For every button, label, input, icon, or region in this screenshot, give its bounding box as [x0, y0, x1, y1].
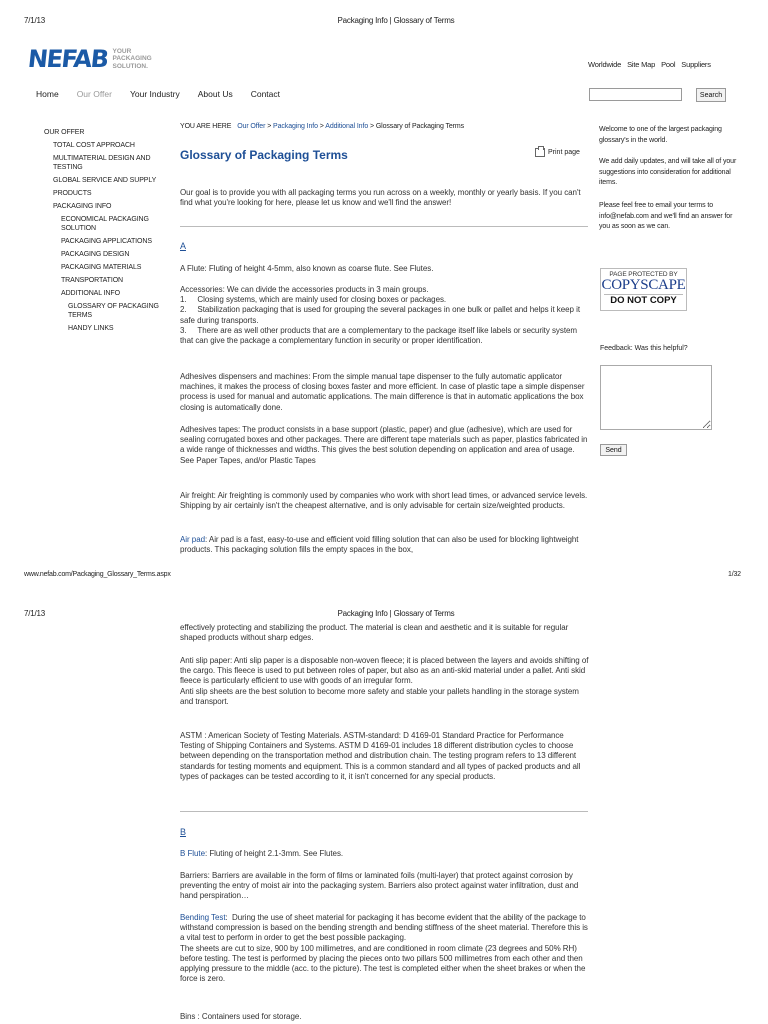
term-text: 1. Closing systems, which are mainly used for closing boxes or packages.: [180, 295, 447, 305]
intro-text: [180, 188, 590, 208]
send-button[interactable]: Send: [600, 444, 627, 456]
letter-a-link[interactable]: A: [180, 241, 186, 251]
breadcrumb-label: YOU ARE HERE: [180, 123, 232, 130]
sidebar-item-economical-packaging[interactable]: ECONOMICAL PACKAGING SOLUTION: [61, 216, 149, 232]
nefab-logo[interactable]: [28, 45, 152, 73]
print-page-label: Print page: [548, 149, 580, 156]
section-b-heading: [180, 827, 590, 838]
term-text: : Air pad is a fast, easy-to-use and efficient void filling solution that can also be used for blocking lightweight products. This packaging solution fills the empty spaces in the box,: [180, 535, 579, 555]
term-bins: [180, 1012, 590, 1022]
util-link-pool[interactable]: Pool: [661, 60, 676, 69]
breadcrumb-link-our-offer[interactable]: Our Offer: [237, 123, 266, 130]
term-barriers: [180, 871, 590, 902]
term-text: Adhesives tapes: The product consists in a base support (plastic, paper) and glue (adhesive), which are used for sealing corrugated boxes and other packages. There are different tape materials such as paper, plastics fabricated in a wide range of thicknesses and widths. This gives the best solution depending on application and area of usage. See Paper Tapes, and/or Plastic Tapes: [180, 425, 588, 465]
copyscape-badge[interactable]: [600, 268, 687, 311]
email-text: Please feel free to email your terms to info@nefab.com and we'll find an answer for you as soon as we can.: [599, 202, 733, 230]
logo-tagline-line: SOLUTION.: [112, 62, 148, 70]
sidebar-item-total-cost-approach[interactable]: TOTAL COST APPROACH: [53, 142, 135, 149]
print-page-number: 1/32: [728, 571, 741, 578]
nav-home[interactable]: Home: [36, 89, 59, 99]
term-text: ASTM : American Society of Testing Materials. ASTM-standard: D 4169-01 Standard Practice for Performance Testing of Shipping Containers and Systems. ASTM D 4169-01 includes 18 different distribution cycles to choose between depending on the transportation method and distribution chain. The testing program refers to 13 different standards for testing moments and equipment. This is a common standard and all types of packed products and all types of packages can be tested according to it, it isn't concerned for any special products.: [180, 731, 581, 781]
term-text: : During the use of sheet material for packaging it has become evident that the ability of the package to withstand compression is based on the bending strength and bending stiffness of the sheet material. Therefore this is a vital test to perform in order to get the best possible packaging.: [180, 913, 588, 943]
term-astm: [180, 731, 590, 782]
term-b-flute: [180, 849, 590, 859]
term-name-link[interactable]: B Flute: [180, 849, 205, 858]
term-text: Anti slip paper: Anti slip paper is a disposable non-woven fleece; it is placed between the layers and avoids shifting of the cargo. This fleece is used to put between roles of paper, but also as an anti-skid material under a pallet. Anti skid fleece is particularly efficient to use with goods of an irregular form.: [180, 656, 589, 686]
term-text: Accessories: We can divide the accessories products in 3 main groups.: [180, 285, 429, 294]
breadcrumb: YOU ARE HERE Our Offer > Packaging Info > Additional Info > Glossary of Packaging Terms: [180, 123, 465, 130]
sidebar-item-transportation[interactable]: TRANSPORTATION: [61, 277, 123, 284]
breadcrumb-link-packaging-info[interactable]: Packaging Info: [273, 123, 318, 130]
util-link-worldwide[interactable]: Worldwide: [588, 60, 622, 69]
print-date: 7/1/13: [24, 609, 46, 618]
page-title: Glossary of Packaging Terms: [180, 148, 348, 162]
term-text: Air freight: Air freighting is commonly used by companies who work with short lead times, or advanced service levels. Shipping by air certainly isn't the cheapest alternative, and is only advisable for certain size/weighted products.: [180, 491, 590, 511]
sidebar-item-packaging-design[interactable]: PACKAGING DESIGN: [61, 251, 130, 258]
term-name-link[interactable]: Air pad: [180, 535, 205, 544]
term-air-pad-continued: [180, 623, 590, 643]
term-text: 2. Stabilization packaging that is used for grouping the several packages in one bulk or pallet and helps it keep it safe during transports.: [180, 305, 581, 325]
term-air-freight: [180, 491, 590, 511]
term-accessories: [180, 285, 590, 346]
sidebar-item-handy-links[interactable]: HANDY LINKS: [68, 325, 114, 332]
logo-wordmark: NEFAB: [26, 45, 109, 73]
nav-your-industry[interactable]: Your Industry: [129, 89, 180, 99]
print-page-link[interactable]: [535, 148, 580, 157]
intro-paragraph: Our goal is to provide you with all packaging terms you run across on a weekly, monthly or yearly basis. If you can't find what you're looking for here, please let us know and we'll find the answer!: [180, 188, 581, 208]
breadcrumb-link-additional-info[interactable]: Additional Info: [325, 123, 369, 130]
term-anti-slip: [180, 656, 590, 707]
sidebar-item-packaging-applications[interactable]: PACKAGING APPLICATIONS: [61, 238, 152, 245]
term-air-pad: [180, 535, 590, 555]
copyscape-logo-text: COPYSCAPE: [601, 277, 686, 293]
logo-tagline-line: PACKAGING: [112, 55, 152, 63]
welcome-text: Welcome to one of the largest packaging glossary's in the world.: [599, 126, 722, 144]
term-text: Anti slip sheets are the best solution to become more safety and stable your pallets handling in the storage system and transport.: [180, 686, 579, 706]
breadcrumb-current: Glossary of Packaging Terms: [375, 123, 465, 130]
sidebar-item-global-service[interactable]: GLOBAL SERVICE AND SUPPLY: [53, 177, 157, 184]
term-text: Barriers: Barriers are available in the form of films or laminated foils (multi-layer) that protect against corrosion by preventing the entry of moist air into the packaging system. Barriers also protect against water infiltration, dust and hand perspiration…: [180, 871, 579, 901]
term-a-flute: [180, 264, 590, 274]
term-text: The sheets are cut to size, 900 by 100 millimetres, and are conditioned in room climate (23 degrees and 50% RH) before testing. The test is performed by placing the pieces onto two pillars 500 millimetres from each other and then applying pressure to the middle (acc. to the picture). The test is completed either when the sheet brakes or when the force is zero.: [180, 943, 586, 984]
nav-our-offer[interactable]: Our Offer: [76, 89, 112, 99]
util-link-site-map[interactable]: Site Map: [627, 60, 656, 69]
sidebar-item-multimaterial-design[interactable]: MULTIMATERIAL DESIGN AND TESTING: [53, 155, 151, 171]
feedback-label: Feedback: Was this helpful?: [600, 345, 688, 352]
term-text: effectively protecting and stabilizing the product. The material is clean and aesthetic and it is suitable for regular shaped products without sharp edges.: [180, 623, 569, 643]
util-link-suppliers[interactable]: Suppliers: [681, 60, 711, 69]
letter-b-link[interactable]: B: [180, 827, 186, 837]
main-nav: [36, 89, 298, 99]
copyscape-line: PAGE PROTECTED BY: [609, 271, 678, 278]
term-text: 3. There are as well other products that are a complementary to the package itself like labels or security system that can give the package a complementary function in security or proper identification.: [180, 325, 578, 346]
print-title: Packaging Info | Glossary of Terms: [337, 609, 455, 618]
sidebar-item-packaging-info[interactable]: PACKAGING INFO: [53, 203, 112, 210]
printer-icon: [535, 148, 545, 157]
nav-contact[interactable]: Contact: [250, 89, 281, 99]
divider: [180, 811, 588, 812]
sidebar-item-our-offer[interactable]: OUR OFFER: [44, 129, 85, 136]
logo-tagline-line: YOUR: [112, 47, 132, 55]
copyscape-line: DO NOT COPY: [604, 294, 683, 307]
sidebar-item-products[interactable]: PRODUCTS: [53, 190, 92, 197]
term-text: : Fluting of height 2.1-3mm. See Flutes.: [205, 849, 344, 858]
term-bending-test: [180, 913, 590, 984]
term-adhesives-dispensers: [180, 372, 590, 413]
nav-about-us[interactable]: About Us: [197, 89, 233, 99]
sidebar-item-packaging-materials[interactable]: PACKAGING MATERIALS: [61, 264, 142, 271]
print-url: www.nefab.com/Packaging_Glossary_Terms.aspx: [24, 571, 171, 578]
term-adhesives-tapes: [180, 425, 590, 466]
sidebar-nav: [44, 128, 166, 337]
logo-tagline: [113, 48, 152, 71]
updates-text: We add daily updates, and will take all of your suggestions into consideration for additional items.: [599, 158, 737, 186]
sidebar-item-glossary[interactable]: GLOSSARY OF PACKAGING TERMS: [68, 303, 159, 319]
print-date: 7/1/13: [24, 16, 46, 25]
utility-links: [588, 60, 711, 69]
sidebar-item-additional-info[interactable]: ADDITIONAL INFO: [61, 290, 120, 297]
search-button[interactable]: Search: [696, 88, 726, 102]
term-text: Adhesives dispensers and machines: From the simple manual tape dispenser to the fully automatic applicator machines, it makes the process of closing boxes faster and more efficient. In case of plastic tape a simple dispenser process is used for manual and automatic applications. The main difference is that in automatic applications the box closing is automatically done.: [180, 372, 585, 412]
feedback-textarea[interactable]: [600, 365, 712, 430]
search-input[interactable]: [589, 88, 682, 101]
term-text: A Flute: Fluting of height 4-5mm, also known as coarse flute. See Flutes.: [180, 264, 434, 273]
divider: [180, 226, 588, 227]
term-text: Bins : Containers used for storage.: [180, 1012, 302, 1021]
section-a-heading: [180, 241, 590, 252]
term-name-link[interactable]: Bending Test: [180, 913, 226, 922]
print-title: Packaging Info | Glossary of Terms: [337, 16, 455, 25]
